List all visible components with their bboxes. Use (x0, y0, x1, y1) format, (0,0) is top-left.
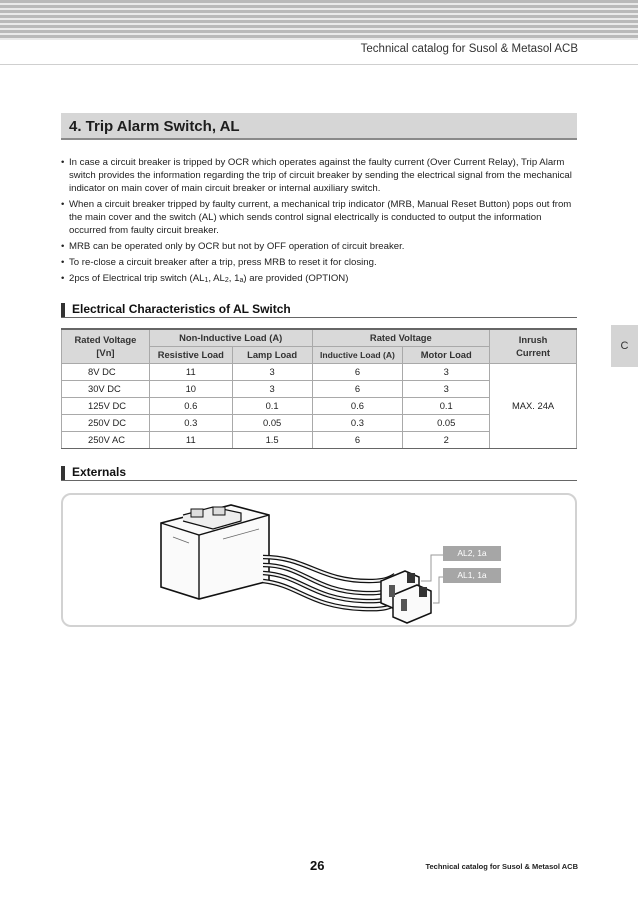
col-lamp: Lamp Load (232, 346, 312, 363)
label-al2: AL2, 1a (443, 546, 501, 561)
col-non-inductive: Non-Inductive Load (A) (149, 329, 312, 346)
externals-panel (61, 493, 577, 627)
section-title: 4. Trip Alarm Switch, AL (61, 113, 577, 140)
bullet-1: • In case a circuit breaker is tripped by OCR which operates against the faulty current (Over Current Relay), Trip Alarm switch provides the information regarding the trip of circuit breaker by sending the electrical signal from the mechanical indicator on main cover of main circuit breaker or internal auxiliary switch. (61, 156, 577, 195)
table-row: 250V AC 11 1.5 6 2 (62, 431, 577, 448)
col-inductive: Inductive Load (A) (312, 346, 403, 363)
bullet-2: • When a circuit breaker tripped by faulty current, a mechanical trip indicator (MRB, Manual Reset Button) pops out from the main cover and the switch (AL) which sends control signal electrically is conducted to output the information occurred from faulty circuit breaker. (61, 198, 577, 237)
col-motor: Motor Load (403, 346, 490, 363)
inrush-value: MAX. 24A (490, 363, 577, 448)
col-resistive: Resistive Load (149, 346, 232, 363)
page-number: 26 (310, 858, 325, 873)
table-row: 30V DC 10 3 6 3 (62, 380, 577, 397)
bullet-3: • MRB can be operated only by OCR but not by OFF operation of circuit breaker. (61, 240, 577, 253)
electrical-heading: Electrical Characteristics of AL Switch (61, 302, 577, 318)
col-rated-voltage-2: Rated Voltage (312, 329, 490, 346)
table-row: 250V DC 0.3 0.05 0.3 0.05 (62, 414, 577, 431)
footer-title: Technical catalog for Susol & Metasol ACB (425, 862, 578, 871)
electrical-table (61, 328, 577, 449)
description-bullets (61, 156, 577, 289)
bullet-5: • 2pcs of Electrical trip switch ($AL_1$, $AL_2$, $1_a$) are provided (OPTION) (61, 272, 577, 286)
table-row: 125V DC 0.6 0.1 0.6 0.1 (62, 397, 577, 414)
header-title: Technical catalog for Susol & Metasol ACB (360, 43, 578, 55)
col-inrush: Inrush Current (490, 329, 577, 363)
label-al1: AL1, 1a (443, 568, 501, 583)
bullet-4: • To re-close a circuit breaker after a trip, press MRB to reset it for closing. (61, 256, 577, 269)
header-rule (0, 64, 638, 65)
table-row: 8V DC 11 3 6 3 MAX. 24A (62, 363, 577, 380)
col-rated-voltage: Rated Voltage [Vn] (62, 329, 150, 363)
header-stripes (0, 0, 638, 40)
section-tab: C (611, 325, 638, 367)
externals-heading: Externals (61, 465, 577, 481)
